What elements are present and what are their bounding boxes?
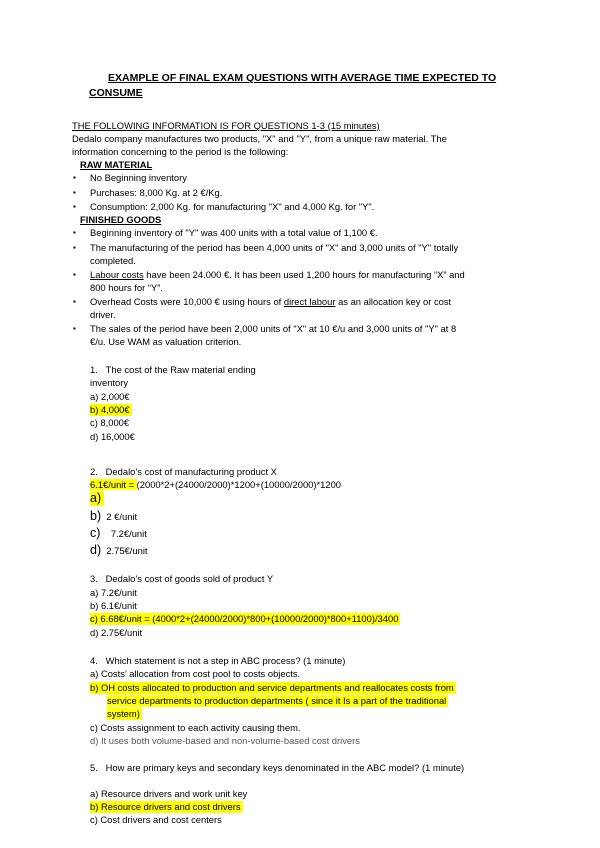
q4-option-b-correct-cont: service departments to production departments ( since it Is a part of the traditional [107, 695, 447, 706]
bullet-icon: ▪ [73, 173, 76, 182]
finished-goods-item: Beginning inventory of "Y" was 400 units with a total value of 1,100 €. [90, 227, 378, 238]
question-3 [90, 573, 273, 585]
question-number: 5. [90, 762, 98, 773]
q2-answer: 6.1€/unit = [90, 479, 137, 490]
bullet-icon: ▪ [73, 202, 76, 211]
raw-material-item: Consumption: 2,000 Kg. for manufacturing "X" and 4,000 Kg. for "Y". [90, 201, 375, 212]
q2-answer-line [90, 479, 341, 491]
q1-option-a: a) 2,000€ [90, 391, 130, 402]
document-title-line-1: EXAMPLE OF FINAL EXAM QUESTIONS WITH AVERAGE TIME EXPECTED TO [108, 72, 497, 84]
labour-costs-term: Labour costs [90, 269, 144, 280]
q4-option-a: a) Costs’ allocation from cost pool to costs objects. [90, 668, 301, 679]
q1-option-b-correct: b) 4,000€ [90, 404, 130, 415]
q2-formula: (2000*2+(24000/2000)*1200+(10000/2000)*1200 [136, 479, 342, 490]
finished-goods-item: The manufacturing of the period has been 4,000 units of "X" and 3,000 units of "Y" totally [90, 242, 459, 253]
q2-option-b [90, 510, 137, 523]
question-text: How are primary keys and secondary keys denominated in the ABC model? (1 minute) [105, 762, 465, 773]
bullet-icon: ▪ [73, 188, 76, 197]
option-letter: c) [90, 526, 101, 540]
q1-option-c: c) 8,000€ [90, 417, 130, 428]
q4-option-c: c) Costs assignment to each activity causing them. [90, 722, 301, 733]
question-4 [90, 655, 345, 667]
overhead-text: Overhead Costs were 10,000 € using hours of [90, 296, 284, 307]
q2-option-c [90, 527, 147, 540]
finished-goods-item [90, 296, 451, 308]
option-text: 2.75€/unit [106, 545, 148, 556]
q4-option-b-correct: b) OH costs allocated to production and service departments and reallocates costs from [90, 682, 454, 693]
finished-goods-item: The sales of the period have been 2,000 units of "X" at 10 €/u and 3,000 units of "Y" at 8 [90, 323, 457, 334]
raw-material-heading: RAW MATERIAL [80, 159, 153, 170]
direct-labour-term: direct labour [283, 296, 336, 307]
finished-goods-heading: FINISHED GOODS [80, 214, 162, 225]
question-number: 2. [90, 466, 98, 477]
question-2 [90, 466, 277, 478]
raw-material-item: Purchases: 8,000 Kg. at 2 €/Kg. [90, 187, 223, 198]
question-1-cont: inventory [90, 377, 129, 388]
q1-option-d: d) 16,000€ [90, 431, 135, 442]
bullet-icon: ▪ [73, 228, 76, 237]
option-letter: d) [90, 543, 102, 557]
intro-line: Dedalo company manufactures two products, "X" and "Y", from a unique raw material. The [72, 133, 447, 144]
option-text: 7.2€/unit [110, 528, 147, 539]
question-text: Which statement is not a step in ABC process? (1 minute) [105, 655, 346, 666]
q3-option-b: b) 6.1€/unit [90, 600, 137, 611]
question-text: The cost of the Raw material ending [105, 364, 256, 375]
q5-option-c: c) Cost drivers and cost centers [90, 814, 222, 825]
q2-option-a-correct: a) [90, 491, 104, 506]
q3-option-c-correct: c) 6.68€/unit = (4000*2+(24000/2000)*800+(10000/2000)*800+1100)/3400 [90, 613, 399, 624]
question-1 [90, 364, 256, 376]
q3-option-d: d) 2.75€/unit [90, 627, 143, 638]
question-number: 3. [90, 573, 98, 584]
q3-option-a: a) 7.2€/unit [90, 587, 137, 598]
question-text: Dedalo’s cost of manufacturing product X [105, 466, 277, 477]
bullet-icon: ▪ [73, 324, 76, 333]
overhead-text-end: as an allocation key or cost [335, 296, 452, 307]
option-text: 2 €/unit [106, 511, 138, 522]
labour-costs-text: have been 24.000 €. It has been used 1,200 hours for manufacturing “X” and [143, 269, 465, 280]
option-letter: b) [90, 509, 102, 523]
question-text: Dedalo’s cost of goods sold of product Y [105, 573, 274, 584]
finished-goods-item [90, 269, 465, 281]
bullet-icon: ▪ [73, 270, 76, 279]
q4-option-d [90, 735, 360, 747]
q4-option-b-correct-cont: system) [107, 708, 140, 719]
finished-goods-item-cont: 800 hours for “Y”. [90, 282, 163, 293]
bullet-icon: ▪ [73, 297, 76, 306]
question-5 [90, 762, 464, 774]
finished-goods-item-cont: completed. [90, 255, 136, 266]
bullet-icon: ▪ [73, 243, 76, 252]
option-text: d) It uses both volume-based and non-volume-based cost drivers [90, 735, 360, 746]
q2-option-d [90, 544, 148, 557]
document-title-line-2: CONSUME [89, 87, 143, 99]
question-number: 4. [90, 655, 98, 666]
intro-line: information concerning to the period is the following: [72, 146, 289, 157]
finished-goods-item-cont: driver. [90, 309, 116, 320]
finished-goods-item-cont: €/u. Use WAM as valuation criterion. [90, 336, 242, 347]
intro-heading: THE FOLLOWING INFORMATION IS FOR QUESTIONS 1-3 (15 minutes) [72, 120, 380, 131]
raw-material-item: No Beginning inventory [90, 172, 187, 183]
q5-option-a: a) Resource drivers and work unit key [90, 788, 248, 799]
q5-option-b-correct: b) Resource drivers and cost drivers [90, 801, 241, 812]
question-number: 1. [90, 364, 98, 375]
